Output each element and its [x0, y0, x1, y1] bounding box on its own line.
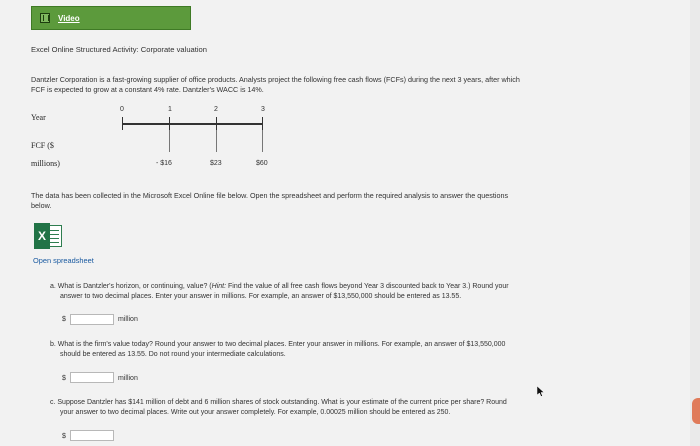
connector-1	[169, 130, 170, 152]
question-a-currency: $	[62, 316, 66, 323]
timeline-tick-0	[122, 117, 123, 130]
activity-title: Excel Online Structured Activity: Corporate valuation	[31, 45, 208, 54]
intro-line-1: Dantzler Corporation is a fast-growing supplier of office products. Analysts project the following free cash flows (FCFs) during the next 3 years, after which	[31, 75, 520, 84]
question-a-line-1	[50, 282, 509, 292]
question-a-line-2: answer to two decimal places. Enter your answer in millions. For example, an answer of $13,550,000 should be entered as 13.55.	[60, 293, 462, 300]
year-label: Year	[31, 113, 46, 122]
year-1: 1	[168, 106, 172, 113]
connector-3	[262, 130, 263, 152]
question-c-answer-input[interactable]	[70, 430, 114, 441]
question-b-line-1: b. What is the firm's value today? Round your answer to two decimal places. Enter your answer in millions. For example, an answer of $13,550,000	[50, 341, 506, 348]
data-note-line-1: The data has been collected in the Microsoft Excel Online file below. Open the spreadsheet and perform the required analysis to answer the questions	[31, 191, 509, 200]
question-b-line-2: should be entered as 13.55. Do not round your intermediate calculations.	[60, 351, 286, 358]
question-a-answer-input[interactable]	[70, 314, 114, 325]
fcf-year-3: $60	[256, 160, 268, 167]
question-b-currency: $	[62, 375, 66, 382]
excel-letter: X	[34, 223, 50, 249]
data-note-line-2: below.	[31, 201, 52, 210]
timeline-axis	[122, 123, 263, 125]
fcf-label-line-2: millions)	[31, 159, 60, 168]
question-c-currency: $	[62, 433, 66, 440]
open-spreadsheet-link[interactable]: Open spreadsheet	[33, 256, 94, 265]
right-edge-bar	[690, 0, 700, 446]
year-0: 0	[120, 106, 124, 113]
question-b-answer-input[interactable]	[70, 372, 114, 383]
timeline-tick-2	[216, 117, 217, 130]
cash-flow-timeline	[0, 0, 300, 180]
question-c-line-2: your answer to two decimal places. Write out your answer completely. For example, 0.00025 million should be entered as 250.	[60, 409, 451, 416]
video-button-label: Video	[58, 13, 80, 23]
connector-2	[216, 130, 217, 152]
year-3: 3	[261, 106, 265, 113]
question-c-line-1: c. Suppose Dantzler has $141 million of debt and 6 million shares of stock outstanding. What is your estimate of the current price per share? Round	[50, 399, 507, 406]
year-2: 2	[214, 106, 218, 113]
question-a-text-end: Find the value of all free cash flows beyond Year 3 discounted back to Year 3.) Round your	[226, 283, 509, 290]
question-b-unit: million	[118, 375, 138, 382]
question-a-text-start: a. What is Dantzler's horizon, or continuing, value? (	[50, 283, 212, 290]
fcf-year-1: - $16	[156, 160, 172, 167]
excel-icon[interactable]	[34, 223, 62, 249]
timeline-tick-1	[169, 117, 170, 130]
mouse-pointer-icon	[537, 386, 545, 397]
intro-line-2: FCF is expected to grow at a constant 4% rate. Dantzler's WACC is 14%.	[31, 85, 264, 94]
timeline-tick-3	[262, 117, 263, 130]
side-tab[interactable]	[692, 398, 700, 424]
question-a-hint: Hint:	[211, 283, 227, 290]
question-a-unit: million	[118, 316, 138, 323]
fcf-label-line-1: FCF ($	[31, 141, 54, 150]
fcf-year-2: $23	[210, 160, 222, 167]
